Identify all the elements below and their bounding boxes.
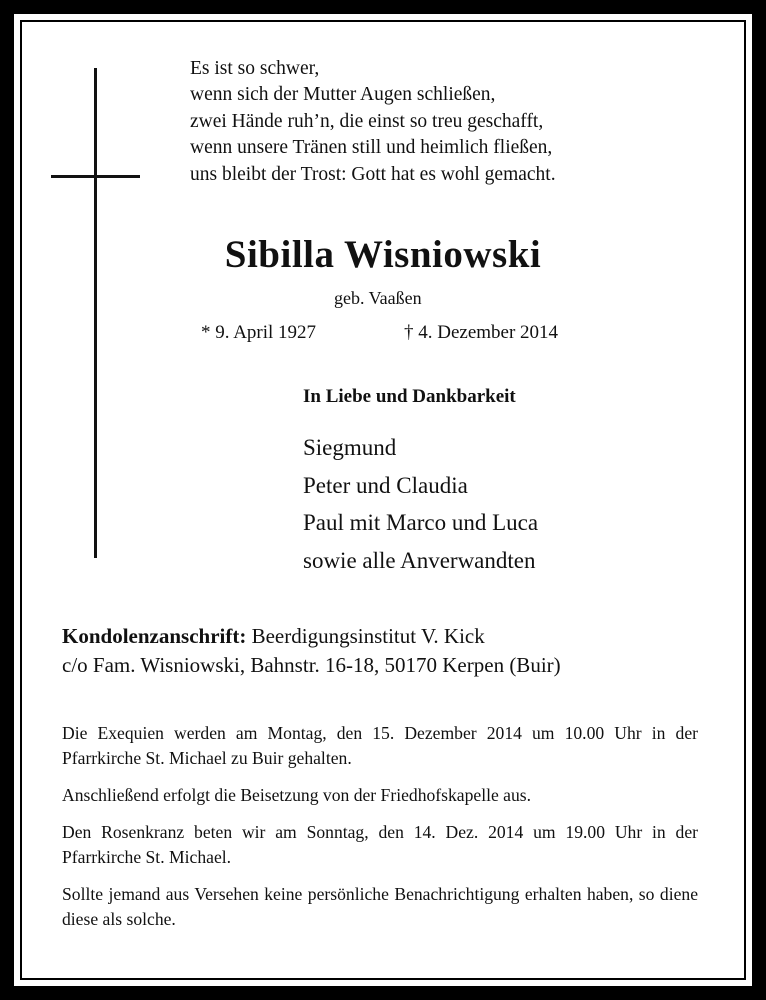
condolence-line1: Beerdigungsinstitut V. Kick <box>251 624 485 648</box>
notification-notice: Sollte jemand aus Versehen keine persönliche Benachrichtigung erhalten haben, so diene diese als solche. <box>62 884 698 929</box>
birth-date: * 9. April 1927 <box>201 322 317 343</box>
cross-vertical-bar <box>94 68 97 558</box>
mourner-name: sowie alle Anverwandten <box>303 547 536 573</box>
poem <box>190 56 556 188</box>
service-notices <box>62 721 698 944</box>
condolence-line2: c/o Fam. Wisniowski, Bahnstr. 16-18, 50170 Kerpen (Buir) <box>62 652 561 677</box>
cross-horizontal-bar <box>51 175 140 178</box>
death-date: † 4. Dezember 2014 <box>404 322 559 343</box>
rosary-notice: Den Rosenkranz beten wir am Sonntag, den 14. Dez. 2014 um 19.00 Uhr in der Pfarrkirche St. Michael. <box>62 822 698 867</box>
poem-line: uns bleibt der Trost: Gott hat es wohl gemacht. <box>190 163 556 185</box>
mourners-list <box>303 429 538 579</box>
poem-line: wenn sich der Mutter Augen schließen, <box>190 84 496 106</box>
mourners-heading: In Liebe und Dankbarkeit <box>303 386 516 407</box>
exequies-notice: Die Exequien werden am Montag, den 15. Dezember 2014 um 10.00 Uhr in der Pfarrkirche St. Michael zu Buir gehalten. <box>62 723 698 768</box>
deceased-name: Sibilla Wisniowski <box>224 233 542 276</box>
condolence-label: Kondolenzanschrift: <box>62 624 247 648</box>
mourner-name: Paul mit Marco und Luca <box>303 510 539 536</box>
condolence-address <box>62 622 561 679</box>
poem-line: Es ist so schwer, <box>190 58 320 79</box>
burial-notice: Anschließend erfolgt die Beisetzung von der Friedhofskapelle aus. <box>62 785 532 805</box>
mourner-name: Siegmund <box>303 435 397 460</box>
poem-line: wenn unsere Tränen still und heimlich fließen, <box>190 137 553 159</box>
maiden-name: geb. Vaaßen <box>334 288 422 308</box>
poem-line: zwei Hände ruh’n, die einst so treu geschafft, <box>190 110 544 132</box>
mourner-name: Peter und Claudia <box>303 472 468 498</box>
